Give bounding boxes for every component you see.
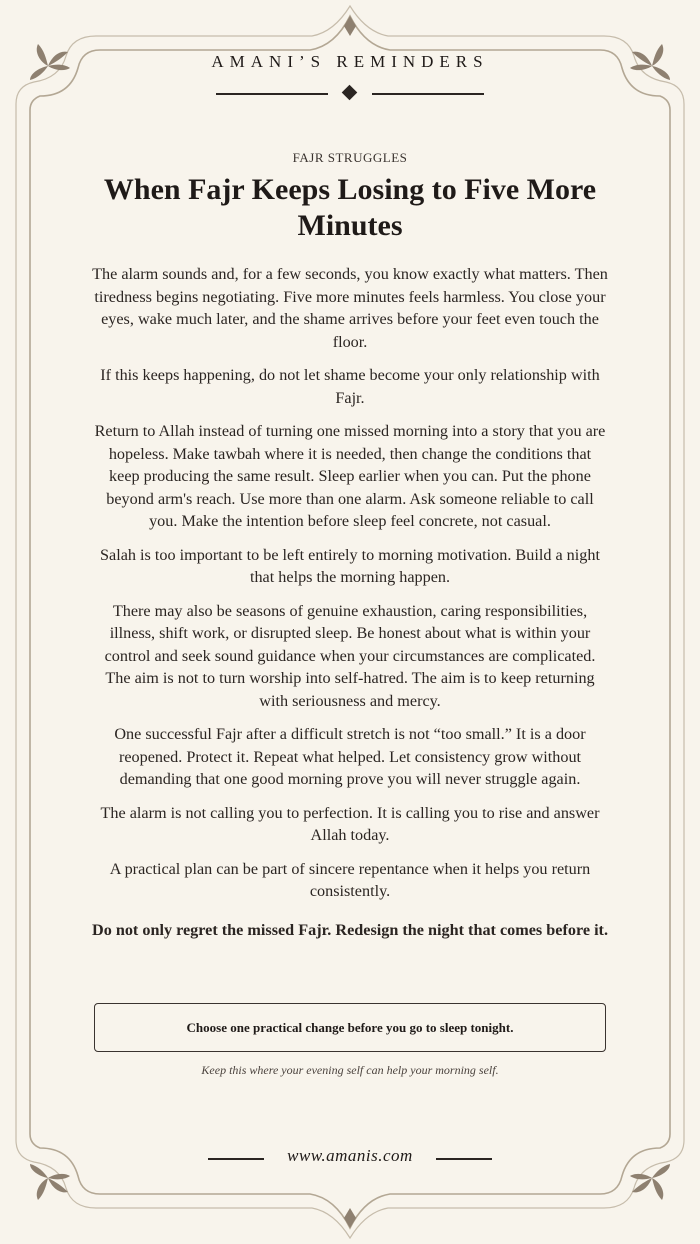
paragraph: One successful Fajr after a difficult stretch is not “too small.” It is a door reopened. Protect it. Repeat what helped. Let consistency grow without demanding that one good morning prove you will never struggle again.	[114, 725, 586, 788]
paragraph: The alarm sounds and, for a few seconds, you know exactly what matters. Then tiredness begins negotiating. Five more minutes feels harmless. You close your eyes, wake much later, and the shame arrives before your feet even touch the floor.	[92, 265, 608, 351]
action-callout	[94, 1003, 606, 1052]
closing-statement: Do not only regret the missed Fajr. Redesign the night that comes before it.	[92, 920, 608, 939]
category-kicker: FAJR STRUGGLES	[292, 150, 408, 165]
divider-line-left	[216, 93, 328, 95]
footer-line-right	[436, 1158, 492, 1160]
diamond-icon	[342, 85, 358, 101]
website-link[interactable]: www.amanis.com	[287, 1146, 413, 1165]
article-title: When Fajr Keeps Losing to Five More Minutes	[103, 173, 597, 242]
brand-divider	[216, 86, 484, 100]
footer	[0, 1146, 700, 1170]
paragraph: Salah is too important to be left entirely to morning motivation. Build a night that helps the morning happen.	[100, 545, 600, 586]
action-text: Choose one practical change before you go to sleep tonight.	[186, 1019, 514, 1035]
divider-line-right	[372, 93, 484, 95]
paragraph: A practical plan can be part of sincere repentance when it helps you return consistently.	[109, 859, 591, 900]
article-body	[92, 263, 608, 952]
header	[0, 52, 700, 100]
paragraph: The alarm is not calling you to perfection. It is calling you to rise and answer Allah today.	[100, 803, 600, 844]
paragraph: There may also be seasons of genuine exhaustion, caring responsibilities, illness, shift work, or disrupted sleep. Be honest about what is within your control and seek sound guidance when your circumstances are complicated. The aim is not to turn worship into self-hatred. The aim is to keep returning with seriousness and mercy.	[104, 601, 596, 710]
paragraph: If this keeps happening, do not let shame become your only relationship with Fajr.	[100, 366, 600, 407]
footnote: Keep this where your evening self can help your morning self.	[201, 1063, 499, 1077]
brand-title: AMANI’S REMINDERS	[211, 52, 489, 71]
paragraph: Return to Allah instead of turning one missed morning into a story that you are hopeless. Make tawbah where it is needed, then change the conditions that keep producing the same result. Sleep earlier when you can. Put the phone beyond arm's reach. Use more than one alarm. Ask someone reliable to call you. Make the intention before sleep feel concrete, not casual.	[94, 422, 606, 530]
